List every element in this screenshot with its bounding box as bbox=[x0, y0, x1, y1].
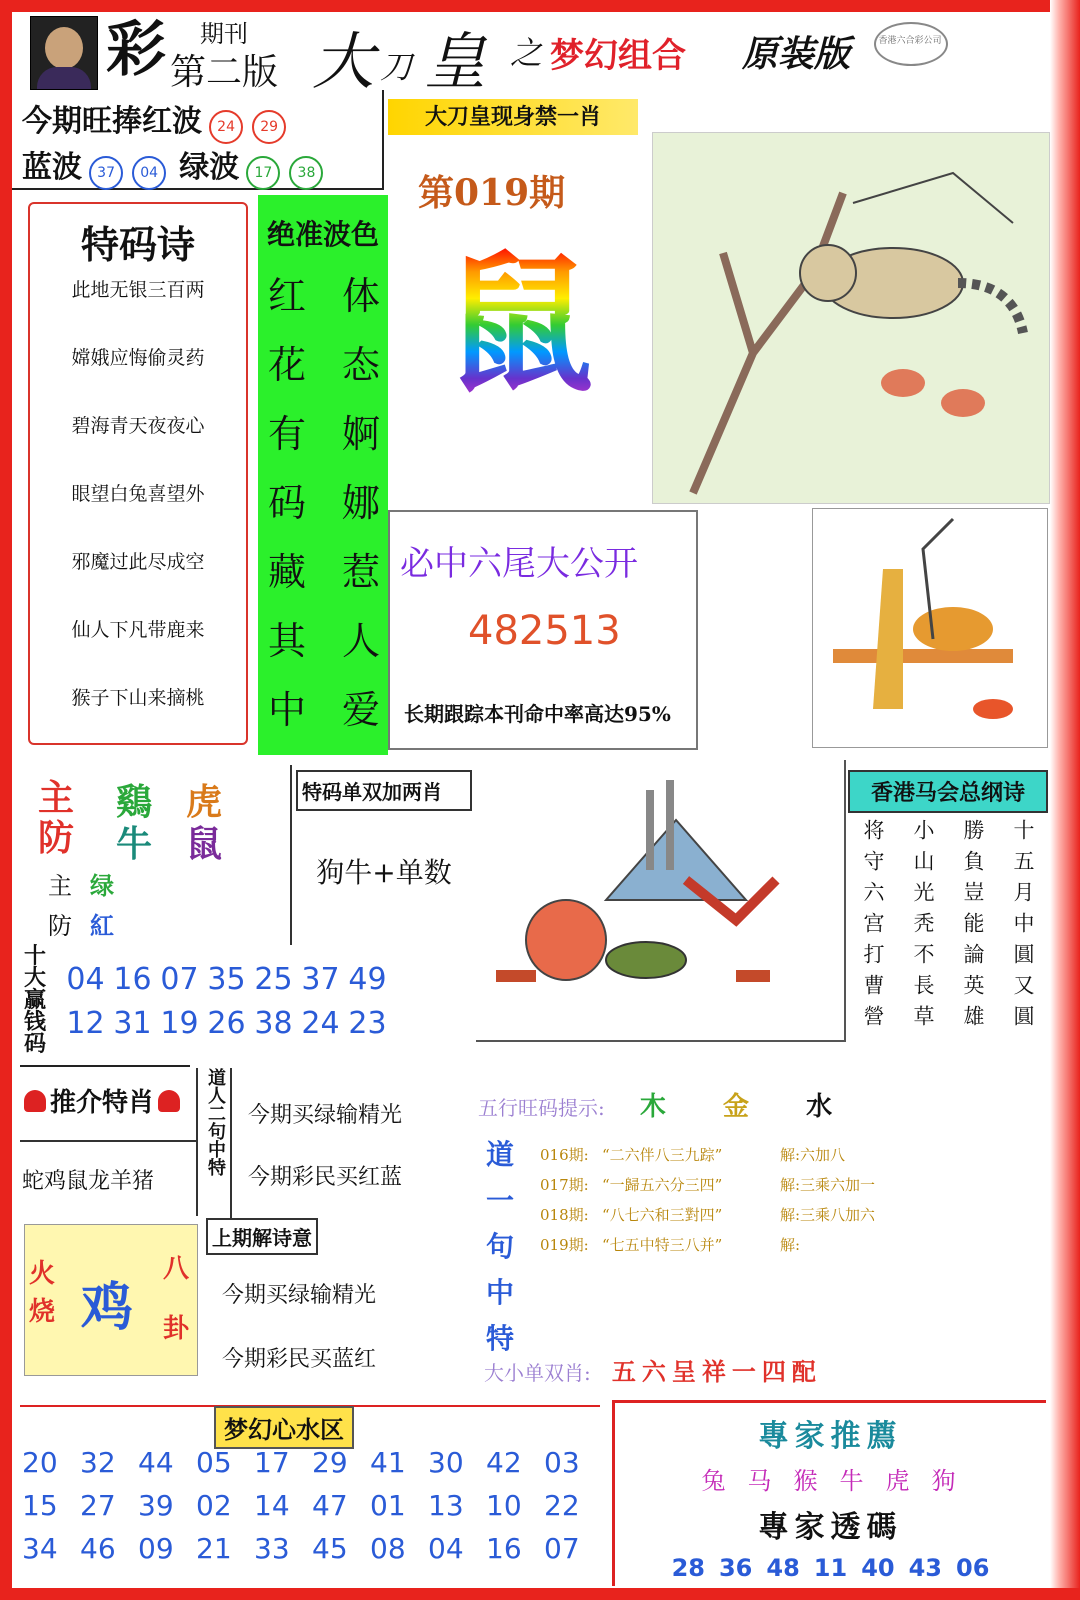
ten-big-label-char: 赢 bbox=[24, 987, 47, 1013]
expert-zodiac: 牛 bbox=[839, 1467, 868, 1495]
expert-number: 43 bbox=[908, 1554, 943, 1582]
giraffe-illustration bbox=[812, 508, 1048, 748]
six-tails-title: 必中六尾大公开 bbox=[400, 544, 638, 584]
one-sentence-row bbox=[540, 1174, 1040, 1204]
dream-zone-number: 02 bbox=[196, 1489, 232, 1522]
dream-zone-row bbox=[22, 1446, 602, 1489]
last-issue-title: 上期解诗意 bbox=[206, 1218, 318, 1255]
hk-poem-title: 香港马会总纲诗 bbox=[848, 770, 1048, 813]
color-row bbox=[268, 403, 380, 472]
dream-zone-number: 16 bbox=[486, 1532, 522, 1565]
ten-big-number: 37 bbox=[301, 962, 340, 997]
one-sentence-issue: 016期: bbox=[540, 1146, 589, 1164]
color-char-left: 花 bbox=[268, 343, 307, 387]
red-ball: 24 bbox=[209, 110, 243, 144]
header-zhi: 之 bbox=[510, 34, 543, 72]
ten-big-label-char: 十 bbox=[24, 943, 47, 969]
one-sentence-text: “八七六和三對四” bbox=[602, 1206, 723, 1224]
one-sentence-label-char: 一 bbox=[486, 1184, 515, 1217]
zhu-color: 绿 bbox=[90, 871, 114, 900]
expert-zodiac: 虎 bbox=[885, 1467, 914, 1495]
expert-zodiac: 猴 bbox=[793, 1467, 822, 1495]
color-row bbox=[268, 265, 380, 334]
one-sentence-issue: 018期: bbox=[540, 1206, 589, 1224]
dream-zone-number: 29 bbox=[312, 1446, 348, 1479]
dream-zone-number: 21 bbox=[196, 1532, 232, 1565]
six-tails-number: 482513 bbox=[468, 608, 621, 654]
fire-gua-panel bbox=[24, 1224, 198, 1376]
ten-big-number: 31 bbox=[113, 1006, 152, 1041]
color-row bbox=[268, 334, 380, 403]
ten-big-label-char: 钱 bbox=[24, 1009, 47, 1035]
dream-zone-number: 47 bbox=[312, 1489, 348, 1522]
poem-line: 嫦娥应悔偷灵药 bbox=[71, 347, 205, 369]
green-wave-label: 绿波 bbox=[179, 150, 240, 185]
dream-zone-number: 17 bbox=[254, 1446, 290, 1479]
color-column bbox=[258, 195, 388, 755]
turtle-illustration bbox=[476, 760, 846, 1042]
one-sentence-solution: 解:三乘六加一 bbox=[780, 1176, 876, 1194]
dream-zone-number: 03 bbox=[544, 1446, 580, 1479]
zodiac-rat: 鼠 bbox=[186, 823, 223, 865]
color-char-right: 娜 bbox=[341, 481, 380, 525]
single-double-content: 狗牛+单数 bbox=[316, 856, 452, 889]
color-char-left: 红 bbox=[268, 274, 307, 318]
color-row bbox=[268, 541, 380, 610]
poem-line: 邪魔过此尽成空 bbox=[71, 551, 205, 573]
ten-big-number: 16 bbox=[113, 962, 152, 997]
size-double-value: 五六呈祥一四配 bbox=[611, 1357, 822, 1386]
dream-zone-number: 42 bbox=[486, 1446, 522, 1479]
dream-zone-number: 14 bbox=[254, 1489, 290, 1522]
hk-poem-column: 小山光秃不長草 bbox=[911, 819, 935, 1036]
poem-line: 此地无银三百两 bbox=[71, 279, 205, 301]
dream-zone-number: 30 bbox=[428, 1446, 464, 1479]
hk-poem-column: 勝負豈能論英雄 bbox=[961, 819, 985, 1036]
element-water: 水 bbox=[806, 1092, 833, 1122]
dream-zone-number: 05 bbox=[196, 1446, 232, 1479]
hk-poem bbox=[848, 770, 1048, 1070]
one-sentence-row bbox=[540, 1204, 1040, 1234]
one-sentence-label bbox=[486, 1132, 520, 1362]
color-grid bbox=[268, 265, 380, 748]
one-sentence-text: “一歸五六分三四” bbox=[602, 1176, 723, 1194]
color-row bbox=[268, 610, 380, 679]
six-tails-footer: 长期跟踪本刊命中率高达95% bbox=[404, 702, 671, 726]
color-char-right: 惹 bbox=[341, 550, 380, 594]
dream-zone-number: 46 bbox=[80, 1532, 116, 1565]
header-qikan: 期刊 bbox=[200, 20, 248, 48]
expert-number: 06 bbox=[956, 1554, 990, 1582]
mushroom-icon bbox=[24, 1090, 46, 1112]
expert-zodiacs bbox=[615, 1461, 1046, 1496]
dream-zone-number: 04 bbox=[428, 1532, 464, 1565]
dream-zone-number: 13 bbox=[428, 1489, 464, 1522]
fire-gua-right: 八卦 bbox=[163, 1254, 190, 1344]
feature-issue: 第019期 bbox=[418, 172, 566, 214]
dream-zone-number: 01 bbox=[370, 1489, 406, 1522]
dream-zone-number: 45 bbox=[312, 1532, 348, 1565]
zodiac-tiger: 虎 bbox=[186, 781, 223, 823]
header-edition: 第二版 bbox=[170, 52, 279, 93]
ten-big-number: 38 bbox=[254, 1006, 293, 1041]
hk-poem-columns bbox=[848, 819, 1048, 1036]
one-sentence-issue: 017期: bbox=[540, 1176, 589, 1194]
frame-bottom bbox=[0, 1588, 1080, 1600]
ten-big-number: 35 bbox=[207, 962, 246, 997]
single-double-box bbox=[296, 770, 472, 945]
red-wave-label: 今期旺捧红波 bbox=[22, 104, 202, 139]
one-sentence-rows bbox=[540, 1144, 1040, 1264]
zhu-small-label: 主 bbox=[48, 872, 72, 900]
color-row bbox=[268, 472, 380, 541]
ten-big-number: 23 bbox=[348, 1006, 387, 1041]
cat-illustration bbox=[652, 132, 1050, 504]
element-wood: 木 bbox=[639, 1092, 666, 1122]
expert-number: 48 bbox=[766, 1554, 800, 1582]
expert-zodiac: 狗 bbox=[931, 1467, 960, 1495]
one-sentence-label-char: 句 bbox=[486, 1230, 515, 1263]
fang-small-label: 防 bbox=[48, 912, 72, 940]
zodiac-chicken: 鷄 bbox=[116, 781, 153, 823]
header-seal: 香港六合彩公司 bbox=[878, 36, 942, 46]
one-sentence-solution: 解:三乘八加六 bbox=[780, 1206, 876, 1224]
one-sentence-solution: 解:六加八 bbox=[780, 1146, 846, 1164]
fang-color: 紅 bbox=[90, 911, 114, 940]
ten-big-number: 19 bbox=[160, 1006, 199, 1041]
ten-big-number: 25 bbox=[254, 962, 293, 997]
recommend-zodiacs: 蛇鸡鼠龙羊猪 bbox=[22, 1169, 155, 1194]
hk-poem-column: 十五月中圓又圓 bbox=[1011, 819, 1035, 1036]
zhu-label-big: 主 bbox=[38, 777, 75, 819]
dao-ren-label: 道人二句中特 bbox=[206, 1068, 232, 1218]
feature-panel bbox=[388, 95, 648, 505]
color-column-title: 绝准波色 bbox=[266, 218, 379, 251]
dream-zone-number: 09 bbox=[138, 1532, 174, 1565]
color-char-right: 人 bbox=[341, 619, 380, 663]
color-char-right: 婀 bbox=[341, 412, 380, 456]
color-char-left: 有 bbox=[268, 412, 307, 456]
hk-poem-column: 将守六宫打曹營 bbox=[861, 819, 885, 1036]
frame-left bbox=[0, 0, 12, 1600]
h-divider bbox=[20, 1065, 190, 1067]
dream-zone-number: 08 bbox=[370, 1532, 406, 1565]
fire-gua-center: 鸡 bbox=[81, 1277, 134, 1338]
ten-big-number: 49 bbox=[348, 962, 387, 997]
recommend-panel bbox=[20, 1068, 198, 1216]
ten-big-number: 26 bbox=[207, 1006, 246, 1041]
frame-top bbox=[0, 0, 1080, 12]
zodiac-ox: 牛 bbox=[116, 823, 153, 865]
one-sentence-solution: 解: bbox=[780, 1236, 801, 1254]
green-ball: 38 bbox=[289, 156, 323, 190]
ten-big-number: 24 bbox=[301, 1006, 340, 1041]
last-issue-line1: 今期买绿输精光 bbox=[222, 1283, 377, 1308]
expert-number: 40 bbox=[861, 1554, 895, 1582]
dream-zone-row bbox=[22, 1489, 602, 1532]
dao-ren-line1: 今期买绿输精光 bbox=[248, 1103, 403, 1128]
one-sentence-row bbox=[540, 1144, 1040, 1174]
frame-right bbox=[1050, 0, 1080, 1600]
dream-zone-number: 34 bbox=[22, 1532, 58, 1565]
header-combo: 梦幻组合 bbox=[550, 36, 686, 76]
one-sentence-text: “七五中特三八并” bbox=[602, 1236, 723, 1254]
green-ball: 17 bbox=[246, 156, 280, 190]
header-huang: 皇 bbox=[424, 25, 487, 98]
expert-zodiac: 马 bbox=[747, 1467, 776, 1495]
dream-zone-number: 20 bbox=[22, 1446, 58, 1479]
header-da: 大 bbox=[312, 25, 375, 98]
poem-title: 特码诗 bbox=[80, 222, 195, 267]
color-row bbox=[268, 679, 380, 748]
dream-zone-number: 07 bbox=[544, 1532, 580, 1565]
one-sentence-issue: 019期: bbox=[540, 1236, 589, 1254]
header bbox=[12, 12, 1042, 98]
ten-big-label-char: 大 bbox=[24, 965, 47, 991]
blue-ball: 04 bbox=[132, 156, 166, 190]
single-double-title: 特码单双加两肖 bbox=[296, 770, 472, 811]
dream-zone-number: 10 bbox=[486, 1489, 522, 1522]
expert-number: 11 bbox=[813, 1554, 848, 1582]
poem-lines bbox=[30, 275, 246, 751]
header-original: 原装版 bbox=[742, 33, 851, 75]
dream-zone-number: 22 bbox=[544, 1489, 580, 1522]
one-sentence-label-char: 特 bbox=[486, 1322, 515, 1355]
color-char-left: 中 bbox=[268, 688, 307, 732]
main-defense bbox=[30, 770, 290, 940]
size-double-label: 大小单双肖: bbox=[484, 1361, 591, 1385]
recommend-title: 推介特肖 bbox=[50, 1088, 155, 1118]
dream-zone-grid bbox=[22, 1446, 602, 1575]
expert-numbers bbox=[615, 1554, 1046, 1582]
color-char-right: 体 bbox=[341, 274, 380, 318]
ten-big-number: 12 bbox=[66, 1006, 105, 1041]
feature-banner: 大刀皇现身禁一肖 bbox=[388, 99, 638, 135]
dream-zone-row bbox=[22, 1532, 602, 1575]
one-sentence-text: “二六伴八三九踪” bbox=[602, 1146, 723, 1164]
ten-big-row1 bbox=[62, 962, 391, 997]
expert-title: 專家推薦 bbox=[758, 1419, 903, 1454]
element-metal: 金 bbox=[722, 1092, 749, 1122]
red-ball: 29 bbox=[252, 110, 286, 144]
mushroom-icon bbox=[158, 1090, 180, 1112]
dream-zone-number: 41 bbox=[370, 1446, 406, 1479]
expert-number: 28 bbox=[671, 1554, 705, 1582]
one-sentence-row bbox=[540, 1234, 1040, 1264]
one-sentence-label-char: 道 bbox=[486, 1138, 515, 1171]
expert-code-title: 專家透碼 bbox=[758, 1510, 903, 1545]
feature-zodiac: 鼠 bbox=[444, 237, 595, 413]
fire-gua-left: 火烧 bbox=[29, 1259, 56, 1327]
dream-zone-number: 39 bbox=[138, 1489, 174, 1522]
color-char-right: 态 bbox=[341, 343, 380, 387]
poem-box bbox=[28, 202, 248, 745]
dream-zone-number: 32 bbox=[80, 1446, 116, 1479]
fang-label-big: 防 bbox=[38, 817, 75, 859]
expert-number: 36 bbox=[718, 1554, 753, 1582]
color-char-right: 爱 bbox=[341, 688, 380, 732]
poem-line: 眼望白兔喜望外 bbox=[71, 483, 205, 505]
ten-big-row2 bbox=[62, 1006, 391, 1041]
dream-zone-number: 27 bbox=[80, 1489, 116, 1522]
dream-zone-number: 44 bbox=[138, 1446, 174, 1479]
one-sentence-label-char: 中 bbox=[486, 1276, 515, 1309]
color-char-left: 码 bbox=[268, 481, 307, 525]
dao-ren-line2: 今期彩民买红蓝 bbox=[248, 1165, 403, 1190]
ten-big-number: 07 bbox=[160, 962, 199, 997]
dream-zone-number: 15 bbox=[22, 1489, 58, 1522]
expert-panel bbox=[612, 1400, 1046, 1586]
ten-big-number: 04 bbox=[66, 962, 105, 997]
dream-zone-number: 33 bbox=[254, 1532, 290, 1565]
header-dao: 刀 bbox=[380, 48, 413, 86]
poem-line: 碧海青天夜夜心 bbox=[71, 415, 205, 437]
size-double bbox=[484, 1352, 822, 1387]
five-elements bbox=[478, 1086, 1038, 1123]
avatar bbox=[30, 16, 98, 90]
five-elements-label: 五行旺码提示: bbox=[478, 1096, 605, 1120]
color-char-left: 其 bbox=[268, 619, 307, 663]
color-char-left: 藏 bbox=[268, 550, 307, 594]
last-issue-line2: 今期彩民买蓝红 bbox=[222, 1347, 377, 1372]
ten-big-label-char: 码 bbox=[24, 1031, 47, 1057]
blue-ball: 37 bbox=[89, 156, 123, 190]
poem-line: 猴子下山来摘桃 bbox=[71, 687, 205, 709]
wave-panel bbox=[12, 90, 384, 190]
poem-line: 仙人下凡带鹿来 bbox=[71, 619, 205, 641]
dream-zone-title: 梦幻心水区 bbox=[214, 1406, 354, 1449]
header-cai: 彩 bbox=[106, 15, 166, 85]
six-tails-box bbox=[388, 510, 698, 750]
divider-v bbox=[290, 765, 292, 945]
blue-wave-label: 蓝波 bbox=[22, 150, 82, 185]
expert-zodiac: 兔 bbox=[701, 1467, 730, 1495]
